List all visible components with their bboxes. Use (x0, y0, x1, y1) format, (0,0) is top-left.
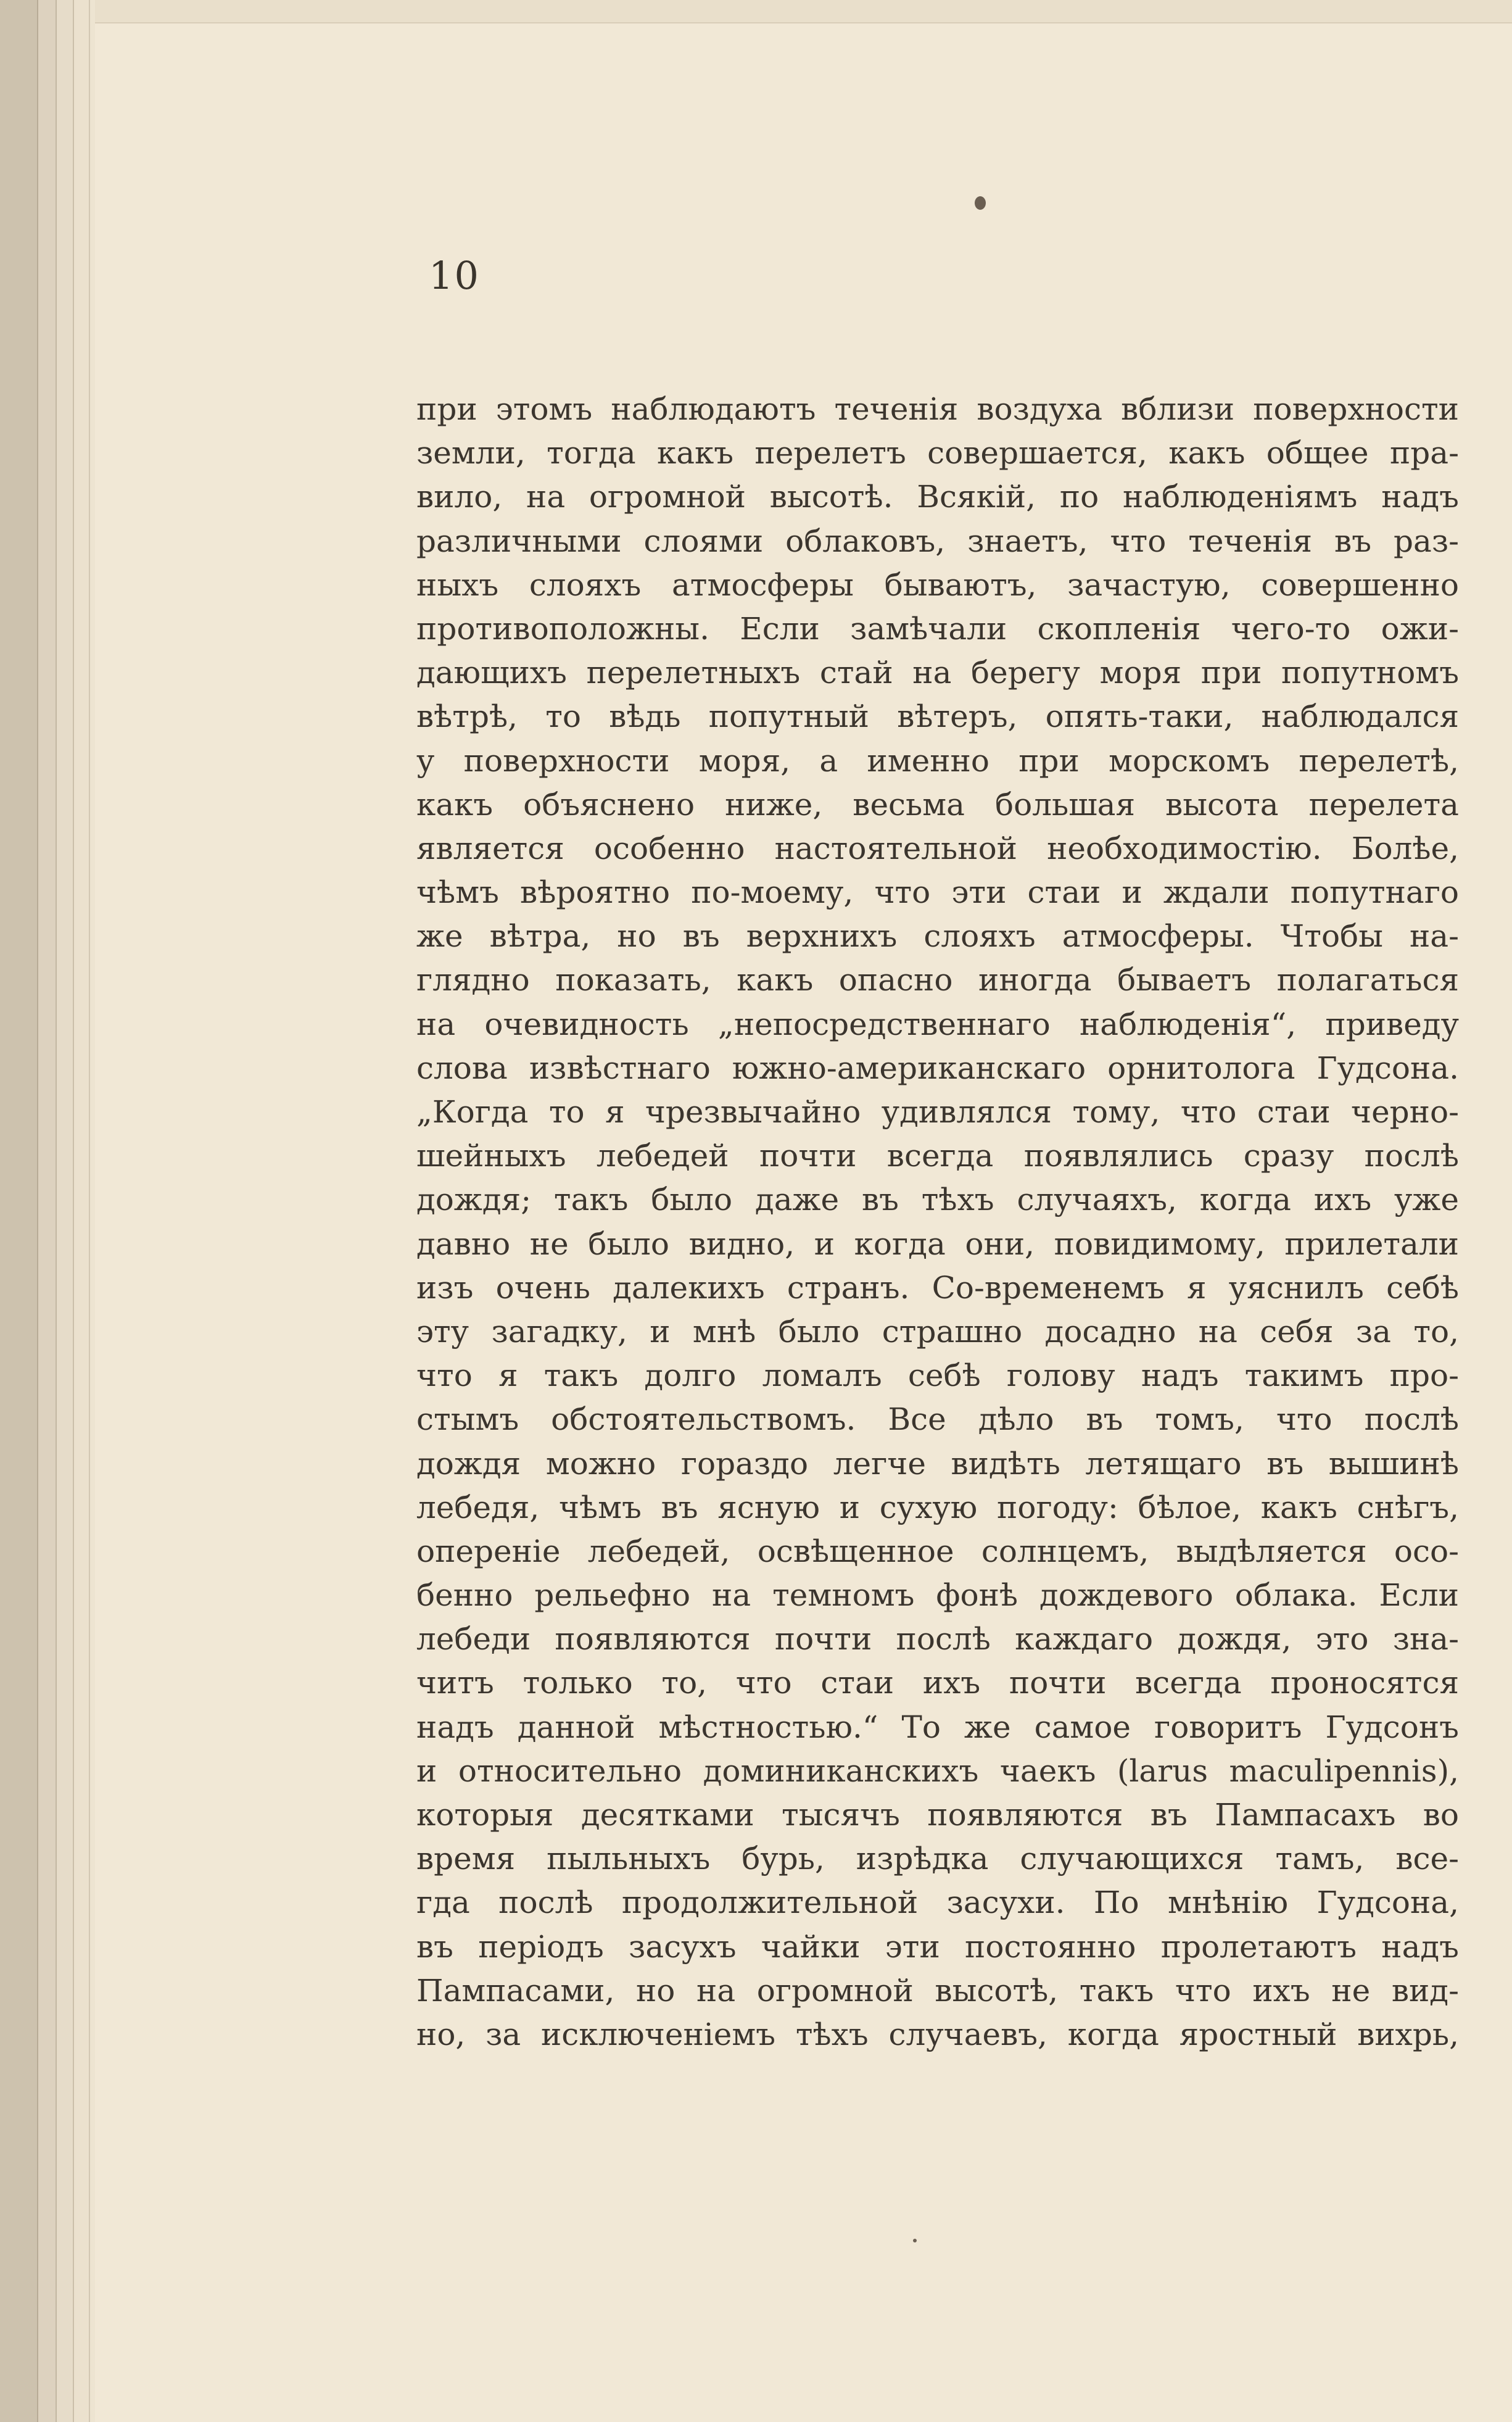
text-line: шейныхъ лебедей почти всегда появлялись сразу послѣ (416, 1138, 1459, 1174)
text-line: гда послѣ продолжительной засухи. По мнѣнію Гудсона, (416, 1885, 1459, 1921)
text-line: давно не было видно, и когда они, повидимому, прилетали (416, 1226, 1459, 1262)
text-line: что я такъ долго ломалъ себѣ голову надъ такимъ про- (416, 1358, 1459, 1394)
text-line: дождя можно гораздо легче видѣть летящаго въ вышинѣ (416, 1445, 1459, 1482)
text-line: дающихъ перелетныхъ стай на берегу моря при попутномъ (416, 655, 1459, 691)
text-line: чѣмъ вѣроятно по-моему, что эти стаи и ждали попутнаго (416, 874, 1459, 911)
ink-speck (913, 2239, 917, 2242)
text-line: различными слоями облаковъ, знаетъ, что теченія въ раз- (416, 523, 1459, 559)
body-text (416, 388, 1459, 2057)
text-line: бенно рельефно на темномъ фонѣ дождевого облака. Если (416, 1577, 1459, 1614)
text-line: опереніе лебедей, освѣщенное солнцемъ, выдѣляется осо- (416, 1533, 1459, 1569)
text-line: на очевидность „непосредственнаго наблюденія“, приведу (416, 1006, 1459, 1042)
text-line: какъ объяснено ниже, весьма большая высота перелета (416, 786, 1459, 823)
text-line: время пыльныхъ бурь, изрѣдка случающихся тамъ, все- (416, 1841, 1459, 1877)
text-line: является особенно настоятельной необходимостію. Болѣе, (416, 830, 1459, 866)
text-line: которыя десятками тысячъ появляются въ Пампасахъ во (416, 1797, 1459, 1833)
page-edge (37, 0, 57, 2422)
text-line: вѣтрѣ, то вѣдь попутный вѣтеръ, опять-таки, наблюдался (416, 699, 1459, 735)
text-line: надъ данной мѣстностью.“ То же самое говоритъ Гудсонъ (416, 1709, 1459, 1745)
page-edge-stack (0, 0, 37, 2422)
text-line: читъ только то, что стаи ихъ почти всегда проносятся (416, 1665, 1459, 1701)
text-line: но, за исключеніемъ тѣхъ случаевъ, когда яростный вихрь, (416, 2016, 1459, 2052)
text-line: въ періодъ засухъ чайки эти постоянно пролетаютъ надъ (416, 1928, 1459, 1965)
page-number: 10 (429, 253, 480, 298)
text-line: при этомъ наблюдаютъ теченія воздуха вблизи поверхности (416, 391, 1459, 427)
text-line: вило, на огромной высотѣ. Всякій, по наблюденіямъ надъ (416, 479, 1459, 515)
text-line: „Когда то я чрезвычайно удивлялся тому, что стаи черно- (416, 1094, 1459, 1130)
text-line: слова извѣстнаго южно-американскаго орнитолога Гудсона. (416, 1050, 1459, 1086)
text-line: лебедя, чѣмъ въ ясную и сухую погоду: бѣлое, какъ снѣгъ, (416, 1489, 1459, 1525)
page-edge (73, 0, 90, 2422)
page-edge (56, 0, 74, 2422)
page-top-edge (95, 0, 1512, 23)
text-line: ныхъ слояхъ атмосферы бываютъ, зачастую, совершенно (416, 566, 1459, 603)
ink-speck (975, 196, 986, 210)
text-line: земли, тогда какъ перелетъ совершается, какъ общее пра- (416, 435, 1459, 471)
text-line: Пампасами, но на огромной высотѣ, такъ что ихъ не вид- (416, 1972, 1459, 2009)
text-line: глядно показать, какъ опасно иногда бываетъ полагаться (416, 962, 1459, 998)
text-line: стымъ обстоятельствомъ. Все дѣло въ томъ, что послѣ (416, 1401, 1459, 1438)
text-line: дождя; такъ было даже въ тѣхъ случаяхъ, когда ихъ уже (416, 1182, 1459, 1218)
text-line: же вѣтра, но въ верхнихъ слояхъ атмосферы. Чтобы на- (416, 918, 1459, 955)
text-line: эту загадку, и мнѣ было страшно досадно на себя за то, (416, 1313, 1459, 1350)
text-line: и относительно доминиканскихъ чаекъ (larus maculipennis), (416, 1752, 1459, 1789)
text-line: лебеди появляются почти послѣ каждаго дождя, это зна- (416, 1621, 1459, 1657)
text-line: изъ очень далекихъ странъ. Со-временемъ я уяснилъ себѣ (416, 1269, 1459, 1306)
text-line: противоположны. Если замѣчали скопленія чего-то ожи- (416, 610, 1459, 647)
text-line: у поверхности моря, а именно при морскомъ перелетѣ, (416, 742, 1459, 779)
